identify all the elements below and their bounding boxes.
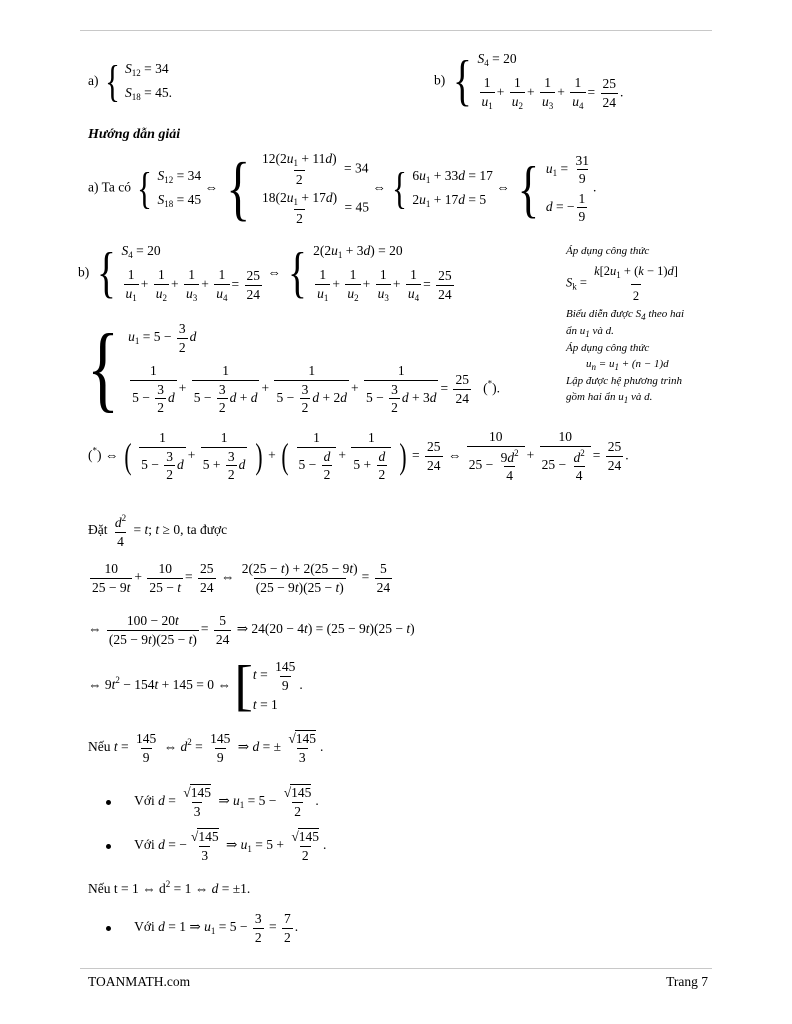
problem-b: b) { $S_4 = 20$ $\frac{1}{u_1}$ + $\frac{1}{u_2}$ + $\frac{1}{u_3}$ + $\frac{1}{u_4}$ = $\frac{25}{24}$ . — [434, 50, 624, 113]
substitution-dat: Đặt $\frac{d^2}{4}$ = t; t ≥ 0, ta được — [88, 513, 228, 549]
bullet-2: Với d = − $\frac{√145}{3}$ ⇒ $u_1 = 5$ + $\frac{√145}{2}$ . — [106, 830, 326, 862]
solution-heading: Hướng dẫn giải — [88, 127, 181, 142]
part-b-label: b) — [434, 72, 446, 88]
part-a-label: a) — [88, 73, 99, 89]
side-notes: Áp dụng công thức $S_k$ = $\frac{k[2u_1 + (k - 1)d]}{2}$ Biểu diễn được $S_4$ theo hai ẩn $u_1$ và d. Áp dụng công thức $u_n = u_1 + (n - 1)d$ Lập được hệ phương trình gồm hai ẩn $u_1$ và d. — [566, 245, 685, 406]
ta-co-label: a) Ta có — [88, 179, 132, 195]
b-label: b) — [78, 264, 90, 280]
bullet-1: Với d = $\frac{√145}{3}$ ⇒ $u_1 = 5$ − $\frac{√145}{2}$ . — [106, 786, 319, 818]
bullet-3: Với d = 1 ⇒ $u_1 = 5$ − $\frac{3}{2}$ = $\frac{7}{2}$ . — [106, 912, 298, 944]
problem-a: a) { $S_{12} = 34$ $S_{18} = 45$. — [88, 57, 172, 107]
case-t-145-9: Nếu t = $\frac{145}{9}$ ⇔ $d^2$ = $\frac{145}{9}$ ⇒ d = ± $\frac{√145}{3}$ . — [88, 731, 324, 765]
footer-page-number: Trang 7 — [666, 974, 708, 989]
equation-t3: ⇔ $9t^2 - 154t + 145 = 0$ ⇔ [ t = $\frac{145}{9}$ t = 1 . — [88, 654, 303, 717]
solution-b: b) { $S_4 = 20$ $\frac{1}{u_1}$ + $\frac{1}{u_2}$ + $\frac{1}{u_3}$ + $\frac{1}{u_4}$ = $\frac{25}{24}$ ⇔ { $2(2u_1 + 3d) = 20$ $\frac{1}{u_1}$ + $\frac{1}{u_2}$ + $\frac{1}{u_3}$ + $\frac{1}{u_4}$ = $\frac{25}{24}$ — [78, 242, 452, 305]
equation-t1: $\frac{10}{25 - 9t}$ + $\frac{10}{25 - t}$ = $\frac{25}{24}$ ⇔ $\frac{2(25 - t) + 2(25 - 9t)}{(25 - 9t)(25 - t)}$ = $\frac{5}{24}$ — [92, 561, 391, 595]
equation-t2: ⇔ $\frac{100 - 20t}{(25 - 9t)(25 - t)}$ = $\frac{5}{24}$ ⇒ 24(20 − 4t) = (25 − 9t)(25 − t) — [88, 613, 415, 647]
footer-rule — [80, 968, 712, 969]
case-t-1: Nếu t = 1 ⇔ $d^2 = 1$ ⇔ d = ±1. — [88, 879, 251, 896]
footer-site: TOANMATH.com — [88, 974, 191, 989]
header-rule — [80, 30, 712, 31]
solution-a: a) Ta có { $S_{12} = 34$ $S_{18} = 45$ ⇔ { $\frac{12(2u_1 + 11d)}{2}$ = 34 $\frac{18(2u_1 + 17d)}{2}$ = 45 ⇔ { $6u_1 + 33d = 17$ $2u_1 + 17d = 5$ ⇔ { $u_1$ = $\frac{31}{9}$ d = − $\frac{1}{9}$ . — [88, 148, 597, 229]
substitution-system: { $u_1 = 5$ − $\frac{3}{2}$ d 1 5 − $\frac{3}{2}$ d + 1 5 − $\frac{3}{2}$ d + d + 1 5 − $\frac{3}{2}$ d + 2d + 1 5 − $\frac{3}{2}$ d + 3d = $\frac{25}{24}$ (*). — [86, 314, 500, 422]
star-equation: (*) ⇔ ( 1 5 − $\frac{3}{2}$ d + 1 5 + $\frac{3}{2}$ d ) + ( 1 5 − $\frac{d}{2}$ + 1 5 + $\frac{d}{2}$ ) = $\frac{25}{24}$ ⇔ 10 25 − $\frac{9d^2}{4}$ + 10 25 − $\frac{d^2}{4}$ = $\frac{25}{24}$ . — [88, 429, 629, 483]
